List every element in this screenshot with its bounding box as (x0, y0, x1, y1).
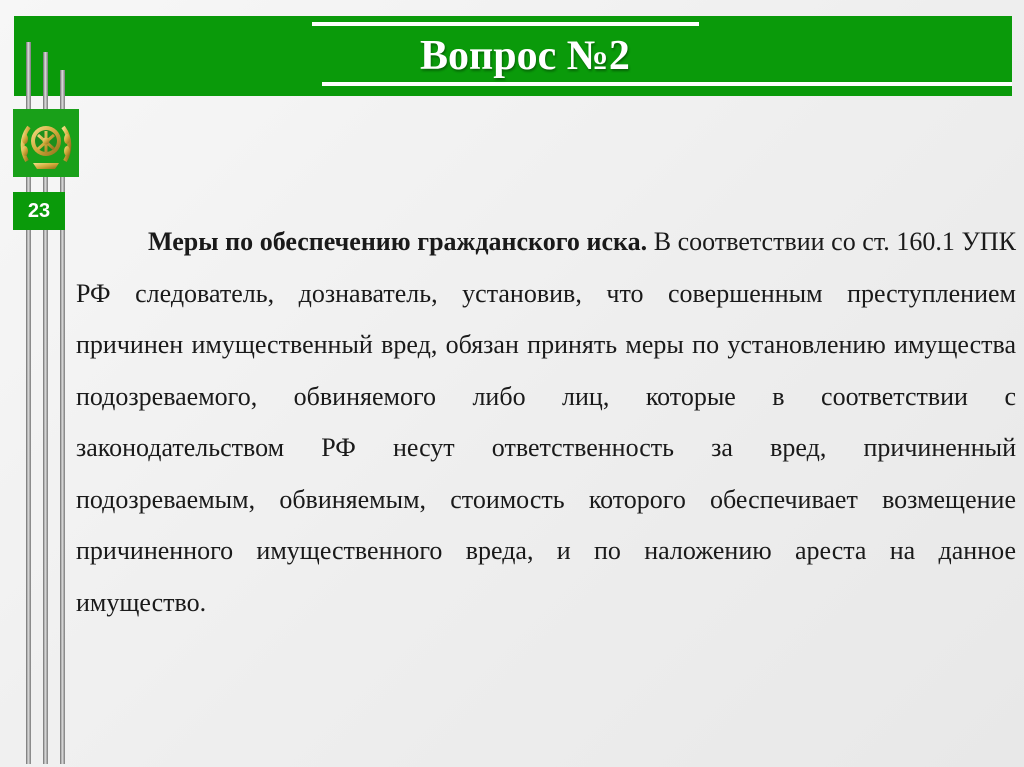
bold-lead-text: Меры по обеспечению гражданского иска. (148, 227, 648, 256)
gold-emblem-icon (17, 113, 75, 173)
emblem-box (13, 109, 79, 177)
paragraph-text: В соответствии со ст. 160.1 УПК РФ следователь, дознаватель, установив, что совершенным преступлением причинен имущественный вред, обязан принять меры по установлению имущества подозреваемого, обвиняемого либо лиц, которые в соответствии с законодательством РФ несут ответственность за вред, причиненный подозреваемым, обвиняемым, стоимость которого обеспечивает возмещение причиненного имущественного вреда, и по наложению ареста на данное имущество. (76, 227, 1016, 617)
slide-title: Вопрос №2 (420, 33, 630, 79)
header-decor-line-top (312, 22, 699, 26)
body-paragraph (76, 216, 1016, 628)
page-number: 23 (13, 192, 65, 230)
